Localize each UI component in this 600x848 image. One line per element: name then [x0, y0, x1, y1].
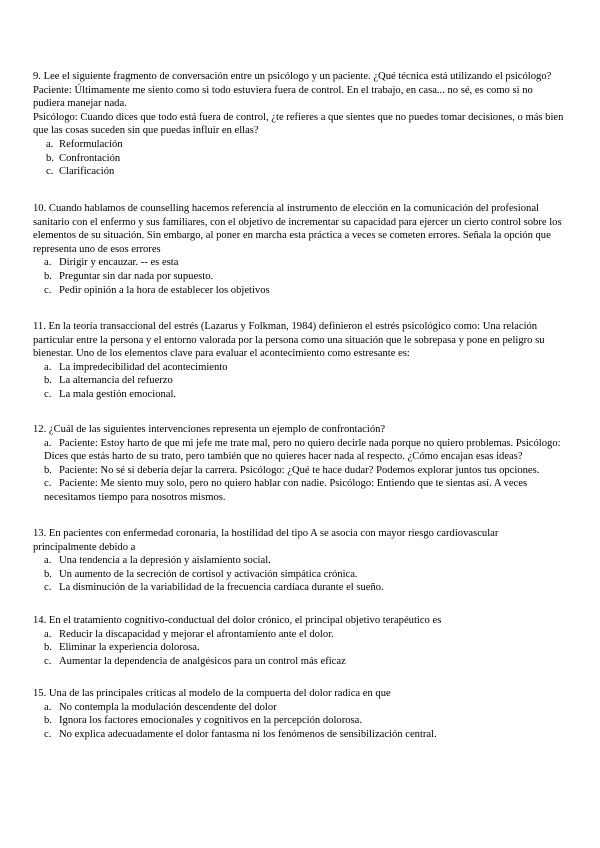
question-stem — [33, 527, 570, 554]
option-letter: c. — [44, 284, 52, 296]
option-a — [33, 554, 570, 568]
option-a — [33, 138, 570, 152]
question-stem — [33, 614, 570, 628]
option-list — [33, 361, 570, 402]
stem-line: 15. Una de las principales críticas al modelo de la compuerta del dolor radica en que — [33, 688, 391, 699]
option-c — [33, 581, 570, 595]
option-line: Paciente: No sé si debería dejar la carrera. Psicólogo: ¿Qué te hace dudar? Podemos explorar juntos tus opciones. — [59, 464, 540, 476]
option-list — [33, 628, 570, 669]
option-text: La impredecibilidad del acontecimiento — [59, 361, 228, 373]
option-text: Confrontación — [59, 152, 121, 164]
stem-line: que las cosas suceden sin que puedas influir en ellas? — [33, 125, 259, 137]
question-10 — [33, 202, 570, 297]
option-list — [33, 138, 570, 179]
option-a — [33, 628, 570, 642]
option-a — [33, 256, 570, 270]
option-letter: b. — [44, 642, 52, 654]
option-text: Aumentar la dependencia de analgésicos para un control más eficaz — [59, 655, 346, 667]
option-letter: a. — [44, 628, 52, 640]
option-list — [33, 437, 570, 505]
option-text: Reducir la discapacidad y mejorar el afrontamiento ante el dolor. — [59, 628, 334, 640]
option-a — [33, 701, 570, 715]
option-letter: a. — [44, 257, 52, 269]
stem-line: elementos de su situación. Sin embargo, al poner en marcha esta práctica a veces se cometen errores. Señala la opción que — [33, 230, 551, 242]
option-letter: c. — [44, 655, 52, 667]
option-letter: c. — [44, 728, 52, 740]
option-b — [33, 714, 570, 728]
option-text: Reformulación — [59, 138, 123, 150]
option-list — [33, 256, 570, 297]
option-letter: a. — [44, 361, 52, 373]
option-letter: c. — [44, 388, 52, 400]
option-c — [33, 655, 570, 669]
option-letter: c. — [44, 582, 52, 594]
question-stem — [33, 423, 570, 437]
stem-line: pudiera manejar nada. — [33, 98, 127, 110]
option-c-continuation — [18, 491, 570, 505]
option-letter: b. — [44, 270, 52, 282]
option-letter: c. — [44, 478, 52, 490]
stem-line: 10. Cuando hablamos de counselling hacemos referencia al instrumento de elección en la comunicación del profesional — [33, 203, 539, 214]
option-line: Paciente: Me siento muy solo, pero no quiero hablar con nadie. Psicólogo: Entiendo que te sientas así. A veces — [59, 478, 528, 490]
option-b — [33, 374, 570, 388]
option-text: Una tendencia a la depresión y aislamiento social. — [59, 555, 271, 567]
option-letter: a. — [44, 437, 52, 449]
option-c — [33, 165, 570, 179]
option-letter: a. — [44, 555, 52, 567]
option-letter: c. — [46, 166, 54, 178]
option-a-continuation — [18, 450, 570, 464]
stem-line: particular entre la persona y el entorno valorada por la persona como una situación que le sobrepasa y pone en peligro su — [33, 334, 545, 346]
option-a — [33, 361, 570, 375]
stem-line: 9. Lee el siguiente fragmento de conversación entre un psicólogo y un paciente. ¿Qué técnica está utilizando el psicólogo? — [33, 71, 552, 82]
option-text: Eliminar la experiencia dolorosa. — [59, 642, 200, 654]
option-c — [33, 728, 570, 742]
option-line: necesitamos tiempo para nosotros mismos. — [44, 491, 226, 503]
question-13 — [33, 527, 570, 595]
option-b — [33, 152, 570, 166]
option-list — [33, 701, 570, 742]
option-b — [33, 270, 570, 284]
option-letter: b. — [46, 152, 54, 164]
stem-line: 13. En pacientes con enfermedad coronaria, la hostilidad del tipo A se asocia con mayor riesgo cardiovascular — [33, 528, 499, 539]
question-stem — [33, 687, 570, 701]
option-c — [33, 284, 570, 298]
question-stem — [33, 202, 570, 256]
stem-line: bienestar. Uno de los elementos clave para evaluar el acontecimiento como estresante es: — [33, 348, 410, 360]
option-b — [33, 641, 570, 655]
option-b — [33, 568, 570, 582]
option-a — [33, 437, 570, 451]
option-letter: a. — [44, 701, 52, 713]
option-text: Dirigir y encauzar. -- es esta — [59, 257, 179, 269]
stem-line: principalmente debido a — [33, 541, 136, 553]
option-line: Dices que estás harto de su trato, pero también que no quieres hacer nada al respecto. ¿Cómo encajan esas ideas? — [44, 451, 523, 463]
question-14 — [33, 614, 570, 668]
option-letter: b. — [44, 375, 52, 387]
question-12 — [33, 423, 570, 505]
stem-line: Paciente: Últimamente me siento como si todo estuviera fuera de control. En el trabajo, en casa... no sé, es como si no — [33, 84, 533, 96]
question-stem — [33, 70, 570, 138]
option-b — [33, 464, 570, 478]
stem-line: 11. En la teoría transaccional del estrés (Lazarus y Folkman, 1984) definieron el estrés psicológico como: Una relación — [33, 321, 538, 332]
option-text — [59, 437, 561, 451]
option-text: La disminución de la variabilidad de la frecuencia cardíaca durante el sueño. — [59, 582, 384, 594]
option-letter: a. — [46, 138, 54, 150]
option-letter: b. — [44, 568, 52, 580]
option-text: Clarificación — [59, 166, 115, 178]
option-c — [33, 388, 570, 402]
option-text: Un aumento de la secreción de cortisol y activación simpática crónica. — [59, 568, 358, 580]
option-text: La alternancia del refuerzo — [59, 375, 173, 387]
stem-line: sanitario con el enfermo y sus familiares, con el objetivo de incrementar su capacidad para ejercer un cierto control sobre los — [33, 216, 562, 228]
option-text: Pedir opinión a la hora de establecer los objetivos — [59, 284, 270, 296]
option-text: La mala gestión emocional. — [59, 388, 177, 400]
option-letter: b. — [44, 464, 52, 476]
question-11 — [33, 320, 570, 402]
option-line: Paciente: Estoy harto de que mi jefe me trate mal, pero no quiero decirle nada porque no quiero problemas. Psicólogo: — [59, 437, 561, 449]
option-list — [33, 554, 570, 595]
option-text: No contempla la modulación descendente del dolor — [59, 701, 277, 713]
option-text: Preguntar sin dar nada por supuesto. — [59, 270, 214, 282]
question-9 — [33, 70, 570, 179]
question-stem — [33, 320, 570, 361]
option-text: Ignora los factores emocionales y cognitivos en la percepción dolorosa. — [59, 715, 362, 727]
stem-line: 14. En el tratamiento cognitivo-conductual del dolor crónico, el principal objetivo terapéutico es — [33, 615, 442, 626]
stem-line: Psicólogo: Cuando dices que todo está fuera de control, ¿te refieres a que sientes que no puedes tomar decisiones, o más bien — [33, 111, 564, 123]
option-c — [33, 477, 570, 491]
option-text: No explica adecuadamente el dolor fantasma ni los fenómenos de sensibilización central. — [59, 728, 437, 740]
option-letter: b. — [44, 715, 52, 727]
question-15 — [33, 687, 570, 741]
stem-line: representa uno de esos errores — [33, 243, 161, 255]
stem-line: 12. ¿Cuál de las siguientes intervenciones representa un ejemplo de confrontación? — [33, 424, 386, 435]
